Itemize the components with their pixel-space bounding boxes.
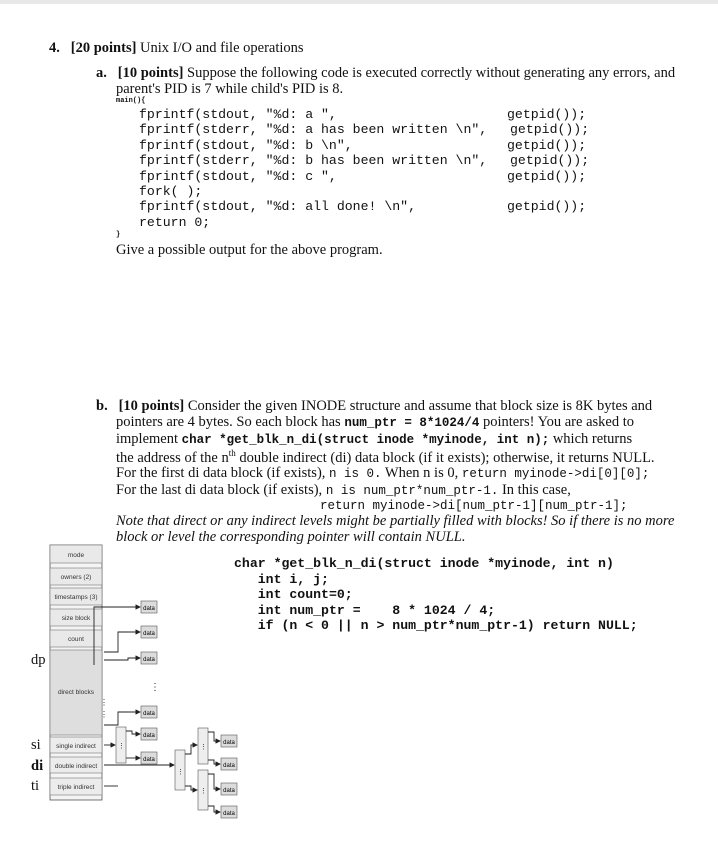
return-expr: return myinode->di[0][0]; xyxy=(461,467,650,481)
code-getpid: getpid()); xyxy=(507,107,587,122)
part-a-prompt-2: parent's PID is 7 while child's PID is 8. xyxy=(116,81,344,97)
data-label: data xyxy=(143,606,155,612)
svg-text:⋮: ⋮ xyxy=(150,682,160,693)
text: which returns xyxy=(552,431,633,447)
text: For the last di data block (if exists), xyxy=(116,482,323,498)
code-line: fprintf(stdout, "%d: b \n", xyxy=(139,137,353,153)
text: For the first di data block (if exists), xyxy=(116,465,326,481)
code-getpid: getpid()); xyxy=(510,122,590,138)
field-label: mode xyxy=(67,552,85,559)
code-line: fork( ); xyxy=(139,184,203,200)
data-label: data xyxy=(223,740,235,746)
part-b-note-1: Note that direct or any indirect levels might be partially filled with blocks! So if there is no more xyxy=(116,513,675,529)
num-ptr-expr: num_ptr = 8*1024/4 xyxy=(344,416,480,430)
superscript: th xyxy=(228,448,236,458)
part-a-label: a. xyxy=(96,65,107,81)
svg-text:⋮: ⋮ xyxy=(177,769,184,776)
code-a-right xyxy=(507,107,589,215)
part-b-points: [10 points] xyxy=(118,398,185,414)
part-b-line4 xyxy=(116,448,655,467)
function-signature: char *get_blk_n_di(struct inode *myinode, int n); xyxy=(181,433,550,447)
field-label: size block xyxy=(61,615,91,622)
top-border xyxy=(0,0,718,4)
question-title: Unix I/O and file operations xyxy=(140,40,304,56)
part-a-question: Give a possible output for the above program. xyxy=(116,242,383,258)
inode-diagram xyxy=(0,540,260,830)
part-b-line5 xyxy=(116,465,649,482)
svg-text:⋮: ⋮ xyxy=(200,788,207,795)
part-b-line6 xyxy=(116,482,571,499)
field-label: timestamps (3) xyxy=(54,594,98,601)
label-ti: ti xyxy=(31,778,40,794)
field-label: owners (2) xyxy=(60,574,92,581)
code-line: fprintf(stderr, "%d: b has been written \n", xyxy=(139,153,488,169)
question-number: 4. xyxy=(49,40,60,56)
svg-text:⋮: ⋮ xyxy=(200,744,207,751)
code-getpid: getpid()); xyxy=(510,153,590,169)
question-header xyxy=(49,40,304,57)
part-b-note-2: block or level the corresponding pointer will contain NULL. xyxy=(116,529,466,545)
n-value: n is 0. xyxy=(329,467,382,481)
part-b-line3 xyxy=(116,431,632,448)
code-b-line: char *get_blk_n_di(struct inode *myinode, int n) xyxy=(234,556,614,571)
question-points: [20 points] xyxy=(70,40,137,56)
code-line: fprintf(stderr, "%d: a has been written \n", xyxy=(139,122,488,138)
svg-text:⋮: ⋮ xyxy=(100,710,108,719)
part-b-label: b. xyxy=(96,398,108,414)
text: In this case, xyxy=(501,482,571,498)
data-label: data xyxy=(223,788,235,794)
text: When n is 0, xyxy=(384,465,459,481)
label-si: si xyxy=(31,737,41,753)
svg-text:⋮: ⋮ xyxy=(100,698,108,707)
part-b-line1 xyxy=(96,398,652,415)
part-b-line7: return myinode->di[num_ptr-1][num_ptr-1]; xyxy=(320,499,628,513)
closing-brace: } xyxy=(116,231,121,239)
code-a-left xyxy=(139,107,487,230)
text: pointers! You are asked to xyxy=(482,414,634,430)
field-label: count xyxy=(68,636,84,643)
data-label: data xyxy=(143,733,155,739)
code-getpid xyxy=(507,184,589,199)
label-di: di xyxy=(31,758,44,774)
data-label: data xyxy=(223,811,235,817)
data-label: data xyxy=(143,657,155,663)
field-label: double indirect xyxy=(54,763,98,770)
code-line: fprintf(stdout, "%d: c ", xyxy=(139,168,337,184)
field-label: triple indirect xyxy=(57,784,95,791)
code-line: return 0; xyxy=(139,214,211,230)
part-a-prompt-1: Suppose the following code is executed correctly without generating any errors, and xyxy=(187,65,676,81)
main-header: main(){ xyxy=(116,97,146,105)
part-b-line2 xyxy=(116,414,634,431)
code-getpid: getpid()); xyxy=(507,137,587,153)
code-b-line: int num_ptr = 8 * 1024 / 4; xyxy=(234,602,496,618)
text: the address of the n xyxy=(116,449,229,466)
part-b-text-1: Consider the given INODE structure and assume that block size is 8K bytes and xyxy=(187,398,653,414)
code-getpid: getpid()); xyxy=(507,168,587,184)
code-b-line: int i, j; xyxy=(234,571,329,587)
code-getpid: getpid()); xyxy=(507,199,587,215)
text: pointers are 4 bytes. So each block has xyxy=(116,414,341,430)
data-label: data xyxy=(143,711,155,717)
part-a-line1 xyxy=(96,65,675,82)
code-line: fprintf(stdout, "%d: a ", xyxy=(139,107,337,122)
data-label: data xyxy=(143,631,155,637)
code-b xyxy=(234,556,638,634)
code-b-line: if (n < 0 || n > num_ptr*num_ptr-1) return NULL; xyxy=(234,618,638,634)
part-a-points: [10 points] xyxy=(117,65,184,81)
code-line: fprintf(stdout, "%d: all done! \n", xyxy=(139,199,416,215)
field-label: direct blocks xyxy=(57,689,95,696)
text: implement xyxy=(116,431,179,447)
label-dp: dp xyxy=(31,652,46,668)
field-label: single indirect xyxy=(56,743,96,750)
code-b-line: int count=0; xyxy=(234,587,353,603)
svg-text:⋮: ⋮ xyxy=(118,743,125,750)
n-value: n is num_ptr*num_ptr-1. xyxy=(325,484,499,498)
text: double indirect (di) data block (if it exists); otherwise, it returns NULL. xyxy=(239,449,655,466)
data-label: data xyxy=(223,763,235,769)
data-label: data xyxy=(143,757,155,763)
